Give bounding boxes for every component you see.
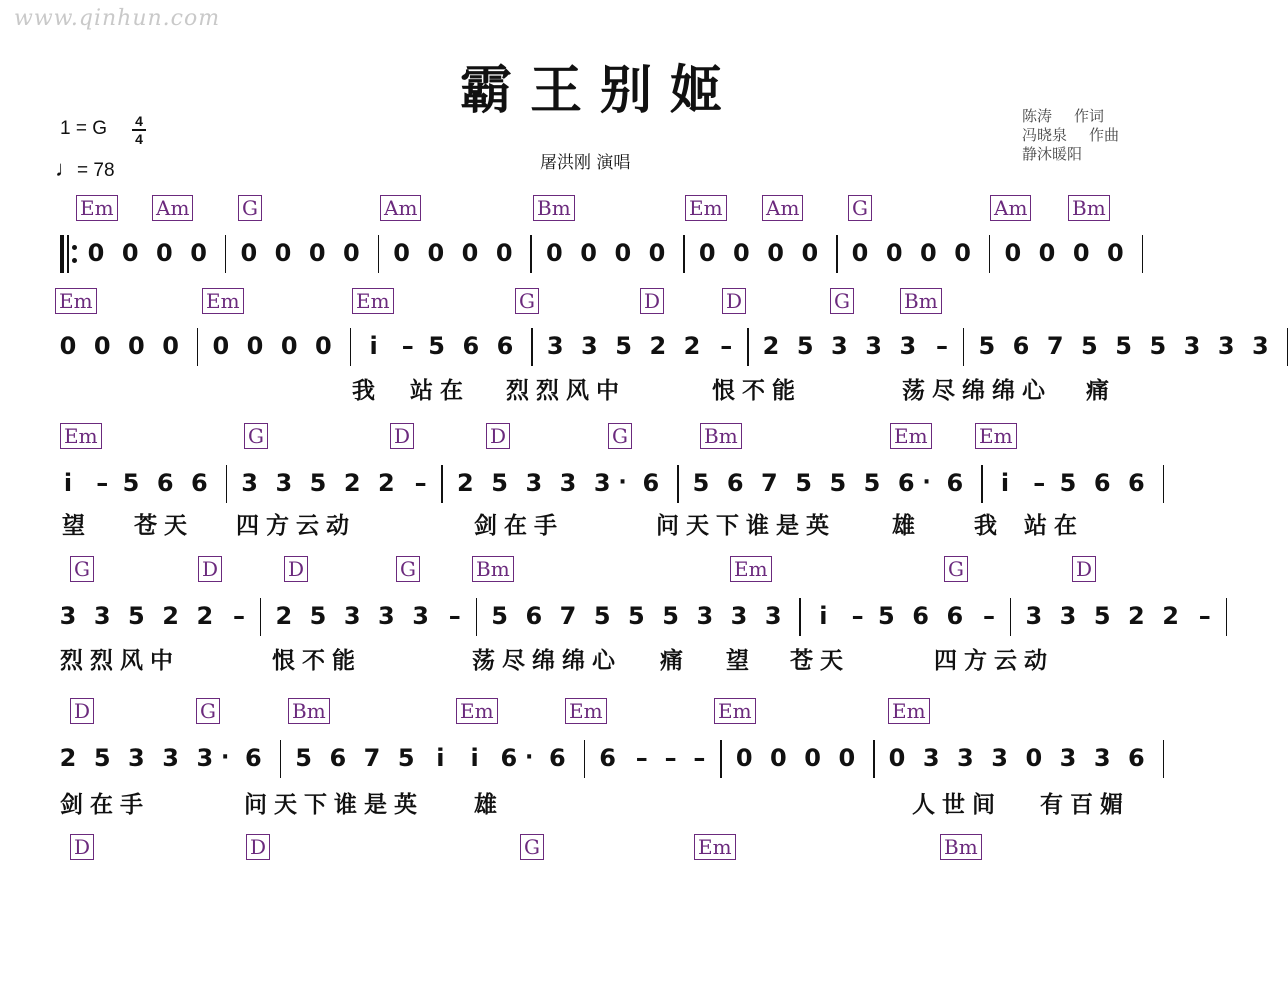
note-digit: 2 — [649, 332, 667, 360]
note-digit: 7 — [559, 602, 577, 630]
chord-symbol: D — [70, 698, 94, 724]
note-digit: 3 — [865, 332, 882, 360]
note-digit: 5 — [1149, 332, 1167, 360]
note-digit: 3 — [957, 744, 974, 772]
note-digit: 3 — [1059, 602, 1077, 630]
lyric-text: 人世间 — [912, 792, 1002, 818]
lyric-text: 站在 — [1024, 513, 1084, 539]
lyric-text: 烈烈风中 — [60, 648, 180, 674]
lyric-text: 望 — [726, 648, 756, 674]
note-digit: 5 — [491, 469, 508, 497]
lyric-text: 恨不能 — [712, 378, 802, 404]
chord-symbol: D — [70, 834, 94, 860]
note-digit: 6 — [642, 469, 660, 497]
credits — [1022, 107, 1119, 164]
note-digit: 2 — [162, 602, 179, 630]
note-digit: 3 — [1217, 332, 1235, 360]
note-digit: 3 — [343, 602, 361, 630]
note-digit: 2 — [1128, 602, 1145, 630]
augmentation-dot: · — [922, 470, 931, 495]
lyric-text: 苍天 — [790, 648, 850, 674]
note-digit: 3 — [593, 469, 611, 497]
note-digit: 2 — [275, 602, 293, 630]
note-digit: 5 — [295, 744, 312, 772]
note-digit: 6 — [245, 744, 262, 772]
lyric-text: 四方云动 — [236, 513, 356, 539]
note-digit: i — [1000, 469, 1010, 497]
note-digit: 5 — [1115, 332, 1132, 360]
note-digit: 5 — [428, 332, 445, 360]
note-digit: 6 — [897, 469, 915, 497]
note-digit: 0 — [128, 332, 145, 360]
note-digit: 3 — [1183, 332, 1201, 360]
note-digit: 3 — [581, 332, 598, 360]
note-digit: 0 — [767, 239, 784, 267]
chord-symbol: Em — [888, 698, 930, 724]
augmentation-dot: · — [618, 470, 627, 495]
note-digit: 0 — [461, 239, 479, 267]
note-digit: 3 — [1025, 602, 1043, 630]
chord-symbol: D — [198, 556, 222, 582]
note-digit: 6 — [1128, 744, 1145, 772]
note-digit: 2 — [762, 332, 780, 360]
chord-symbol: D — [640, 288, 664, 314]
chord-line — [0, 834, 1200, 984]
note-digit: 5 — [397, 744, 415, 772]
repeat-start-barline — [60, 235, 80, 273]
barline — [683, 235, 685, 273]
note-digit: 0 — [93, 332, 111, 360]
note-digit: 0 — [87, 239, 105, 267]
note-digit: 5 — [662, 602, 679, 630]
note-digit: 0 — [614, 239, 632, 267]
note-digit: 3 — [730, 602, 748, 630]
note-digit: 3 — [1059, 744, 1077, 772]
note-digit: i — [436, 744, 445, 772]
lyric-text: 问天下谁是英 — [656, 513, 836, 539]
note-digit: 5 — [829, 469, 847, 497]
lyric-text: 问天下谁是英 — [244, 792, 424, 818]
score-row-2 — [0, 288, 1269, 438]
note-digit: 0 — [1025, 744, 1043, 772]
note-digit: 2 — [378, 469, 395, 497]
time-signature-bottom: 4 — [135, 130, 143, 147]
note-digit: 3 — [696, 602, 714, 630]
note-digit: 0 — [1107, 239, 1124, 267]
chord-symbol: Em — [76, 195, 118, 221]
barline — [1142, 235, 1144, 273]
chord-symbol: G — [70, 556, 94, 582]
sustain-dash: – — [983, 602, 995, 630]
credit-lyricist: 陈涛 作词 — [1022, 107, 1105, 125]
note-digit: 6 — [912, 602, 929, 630]
time-signature-top: 4 — [135, 113, 143, 129]
note-digit: 2 — [683, 332, 701, 360]
barline — [530, 235, 532, 273]
note-digit: 5 — [309, 469, 327, 497]
chord-symbol: D — [1072, 556, 1096, 582]
sustain-dash: – — [96, 469, 109, 497]
chord-symbol: D — [246, 834, 270, 860]
chord-symbol: Bm — [900, 288, 942, 314]
note-digit: 6 — [500, 744, 518, 772]
note-digit: 5 — [795, 469, 812, 497]
note-digit: 6 — [525, 602, 543, 630]
chord-symbol: Bm — [1068, 195, 1110, 221]
chord-symbol: D — [486, 423, 510, 449]
augmentation-dot: · — [221, 745, 230, 770]
note-digit: 6 — [462, 332, 480, 360]
note-digit: 2 — [59, 744, 77, 772]
note-digit: 0 — [343, 239, 360, 267]
note-digit: 0 — [954, 239, 971, 267]
note-digit: 0 — [733, 239, 750, 267]
note-digit: 3 — [922, 744, 940, 772]
chord-symbol: Em — [456, 698, 498, 724]
score-row-4 — [0, 556, 1211, 706]
chord-symbol: G — [515, 288, 539, 314]
song-title: 霸王别姬 — [459, 60, 740, 121]
chord-symbol: D — [390, 423, 414, 449]
note-digit: 5 — [628, 602, 645, 630]
note-digit: 7 — [1046, 332, 1064, 360]
note-digit: 2 — [343, 469, 361, 497]
lyric-text: 望 — [62, 513, 92, 539]
note-digit: 3 — [546, 332, 564, 360]
lyric-text: 我 — [352, 378, 382, 404]
lyric-text: 剑在手 — [60, 792, 150, 818]
chord-symbol: G — [196, 698, 220, 724]
note-digit: 5 — [796, 332, 814, 360]
note-digit: 0 — [495, 239, 513, 267]
chord-symbol: Bm — [472, 556, 514, 582]
sustain-dash: – — [1033, 469, 1046, 497]
note-digit: 2 — [1162, 602, 1179, 630]
lyric-text: 站在 — [410, 378, 470, 404]
note-digit: 5 — [863, 469, 881, 497]
barline — [378, 235, 380, 273]
note-digit: 5 — [978, 332, 996, 360]
barline — [836, 235, 838, 273]
note-digit: 0 — [920, 239, 937, 267]
note-digit: i — [470, 744, 479, 772]
note-digit: 0 — [1004, 239, 1022, 267]
note-digit: 3 — [378, 602, 395, 630]
note-digit: 5 — [1059, 469, 1077, 497]
note-digit: 3 — [991, 744, 1008, 772]
note-digit: 0 — [156, 239, 173, 267]
sustain-dash: – — [233, 602, 245, 630]
chord-symbol: G — [944, 556, 968, 582]
note-digit: i — [819, 602, 828, 630]
note-digit: 5 — [593, 602, 611, 630]
chord-symbol: G — [830, 288, 854, 314]
note-digit: 0 — [280, 332, 298, 360]
note-digit: 3 — [196, 744, 214, 772]
note-digit: 3 — [412, 602, 429, 630]
lyric-text: 痛 — [1086, 378, 1116, 404]
note-digit: 0 — [212, 332, 230, 360]
note-digit: 5 — [309, 602, 327, 630]
note-digit: 5 — [93, 744, 111, 772]
note-digit: 3 — [559, 469, 577, 497]
note-digit: 6 — [946, 469, 964, 497]
lyric-text: 剑在手 — [474, 513, 564, 539]
chord-symbol: Em — [730, 556, 772, 582]
note-digit: 0 — [315, 332, 332, 360]
credit-transcriber: 静沐暖阳 — [1022, 145, 1083, 163]
lyric-text: 荡尽绵绵心 — [902, 378, 1052, 404]
note-digit: 0 — [888, 744, 906, 772]
credit-composer: 冯晓泉 作曲 — [1022, 126, 1120, 144]
note-digit: 3 — [764, 602, 782, 630]
note-digit: 3 — [899, 332, 917, 360]
score-row-5 — [0, 698, 1200, 848]
note-digit: 0 — [190, 239, 207, 267]
note-digit: 6 — [946, 602, 964, 630]
lyric-text: 有百媚 — [1040, 792, 1130, 818]
chord-symbol: D — [284, 556, 308, 582]
chord-symbol: Am — [152, 195, 193, 221]
chord-symbol: Em — [890, 423, 932, 449]
note-digit: 3 — [59, 602, 77, 630]
note-digit: 0 — [804, 744, 821, 772]
note-digit: 5 — [878, 602, 895, 630]
lyric-line — [0, 556, 1200, 706]
lyric-text: 四方云动 — [934, 648, 1054, 674]
note-digit: 0 — [580, 239, 597, 267]
chord-symbol: Em — [60, 423, 102, 449]
note-digit: 5 — [1093, 602, 1111, 630]
note-digit: 6 — [599, 744, 616, 772]
note-digit: 0 — [274, 239, 292, 267]
note-digit: 7 — [363, 744, 381, 772]
lyric-line — [0, 288, 1200, 438]
note-digit: 6 — [726, 469, 744, 497]
note-digit: 3 — [241, 469, 258, 497]
note-digit: 0 — [393, 239, 410, 267]
note-digit: 0 — [240, 239, 258, 267]
note-digit: 0 — [801, 239, 819, 267]
lyric-text: 痛 — [660, 648, 690, 674]
note-digit: 2 — [457, 469, 474, 497]
note-digit: 5 — [128, 602, 145, 630]
watermark: www.qinhun.com — [14, 6, 221, 31]
chord-symbol: Bm — [940, 834, 982, 860]
note-digit: 0 — [546, 239, 563, 267]
chord-symbol: Em — [685, 195, 727, 221]
note-digit: 3 — [831, 332, 848, 360]
note-digit: 3 — [128, 744, 145, 772]
lyric-text: 雄 — [892, 513, 922, 539]
note-digit: 3 — [1093, 744, 1111, 772]
note-digit: 0 — [735, 744, 753, 772]
chord-symbol: Em — [975, 423, 1017, 449]
note-digit: 0 — [308, 239, 326, 267]
note-digit: 0 — [770, 744, 787, 772]
note-digit: 6 — [1093, 469, 1111, 497]
note-digit: 7 — [761, 469, 778, 497]
note-digit: 5 — [1081, 332, 1098, 360]
lyric-text: 恨不能 — [272, 648, 362, 674]
chord-symbol: Am — [380, 195, 421, 221]
lyric-line — [0, 423, 1200, 573]
note-digit: 0 — [121, 239, 139, 267]
chord-symbol: Bm — [533, 195, 575, 221]
lyric-text: 苍天 — [134, 513, 194, 539]
note-digit: 0 — [59, 332, 77, 360]
chord-symbol: D — [722, 288, 746, 314]
chord-symbol: Em — [565, 698, 607, 724]
note-digit: 5 — [692, 469, 710, 497]
note-digit: 0 — [246, 332, 264, 360]
chord-symbol: G — [396, 556, 420, 582]
sustain-dash: – — [693, 744, 706, 772]
chord-symbol: Em — [202, 288, 244, 314]
sustain-dash: – — [635, 744, 648, 772]
lyric-text: 雄 — [474, 792, 504, 818]
tempo-mark — [55, 156, 115, 182]
note-digit: 3 — [1252, 332, 1269, 360]
key-signature: 1 = G — [60, 118, 107, 139]
sustain-dash: – — [720, 332, 733, 360]
sustain-dash: – — [448, 602, 461, 630]
barline — [1226, 598, 1228, 636]
chord-symbol: G — [244, 423, 268, 449]
note-digit: 5 — [122, 469, 140, 497]
note-digit: i — [63, 469, 73, 497]
note-digit: 3 — [525, 469, 543, 497]
chord-symbol: Bm — [700, 423, 742, 449]
note-digit: 0 — [1038, 239, 1056, 267]
note-digit: 0 — [851, 239, 869, 267]
note-digit: 6 — [496, 332, 514, 360]
note-digit: 3 — [275, 469, 293, 497]
note-digit: 0 — [885, 239, 903, 267]
sustain-dash: – — [1198, 602, 1211, 630]
note-digit: 3 — [93, 602, 111, 630]
note-digit: 5 — [615, 332, 632, 360]
note-digit: 0 — [648, 239, 666, 267]
note-digit: 6 — [191, 469, 208, 497]
score-row-6 — [0, 834, 1200, 984]
sustain-dash: – — [664, 744, 677, 772]
sustain-dash: – — [414, 469, 427, 497]
singer-credit: 屠洪刚 演唱 — [540, 153, 631, 173]
note-digit: 0 — [427, 239, 445, 267]
lyric-text: 荡尽绵绵心 — [472, 648, 622, 674]
note-digit: 6 — [1012, 332, 1030, 360]
chord-symbol: Am — [762, 195, 803, 221]
sustain-dash: – — [401, 332, 414, 360]
augmentation-dot: · — [525, 745, 534, 770]
note-digit: 0 — [162, 332, 179, 360]
lyric-text: 烈烈风中 — [506, 378, 626, 404]
note-digit: 6 — [1128, 469, 1145, 497]
note-digit: 5 — [491, 602, 508, 630]
lyric-line — [0, 698, 1200, 848]
time-signature — [132, 114, 146, 146]
chord-symbol: Em — [352, 288, 394, 314]
chord-symbol: Bm — [288, 698, 330, 724]
note-digit: 6 — [156, 469, 174, 497]
chord-symbol: Am — [990, 195, 1031, 221]
chord-symbol: Em — [694, 834, 736, 860]
note-digit: 0 — [1072, 239, 1090, 267]
note-digit: 0 — [698, 239, 716, 267]
barline — [225, 235, 227, 273]
tempo-value: = 78 — [77, 160, 115, 181]
lyric-text: 我 — [974, 513, 1004, 539]
chord-symbol: G — [520, 834, 544, 860]
chord-symbol: G — [848, 195, 872, 221]
barline — [989, 235, 991, 273]
chord-symbol: Em — [714, 698, 756, 724]
chord-symbol: G — [238, 195, 262, 221]
quarter-note-icon: ♩ — [55, 156, 77, 181]
sustain-dash: – — [851, 602, 864, 630]
note-digit: 2 — [196, 602, 214, 630]
chord-symbol: G — [608, 423, 632, 449]
score-row-3 — [0, 423, 1200, 573]
note-digit: i — [369, 332, 378, 360]
sustain-dash: – — [936, 332, 948, 360]
note-digit: 6 — [549, 744, 566, 772]
chord-symbol: Em — [55, 288, 97, 314]
note-digit: 3 — [162, 744, 179, 772]
note-digit: 0 — [838, 744, 856, 772]
note-digit: 6 — [329, 744, 347, 772]
